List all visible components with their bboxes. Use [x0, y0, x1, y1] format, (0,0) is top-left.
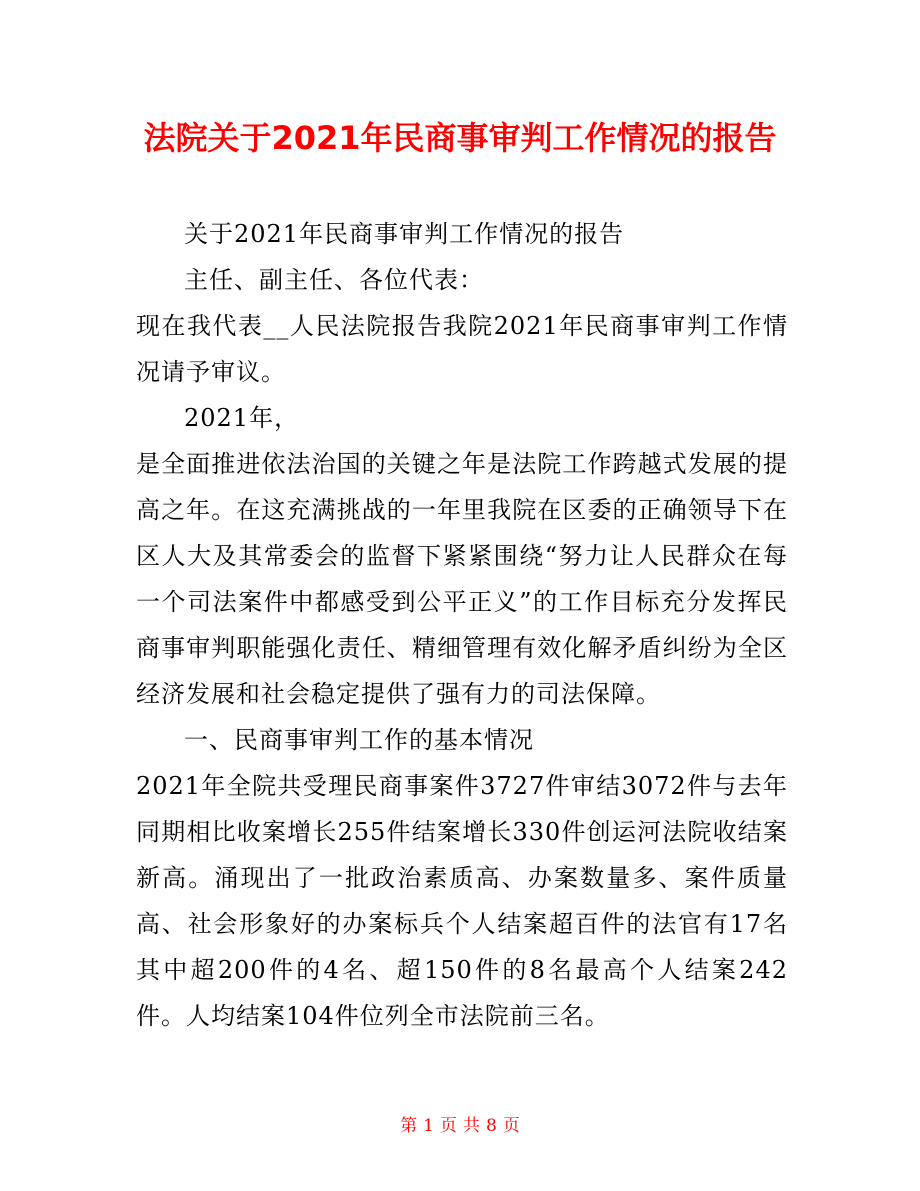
footer-total-unit: 页 — [502, 1116, 520, 1136]
footer-page-unit: 页 — [440, 1116, 457, 1136]
footer-page-label: 第 — [400, 1116, 418, 1136]
document-body — [136, 211, 788, 1039]
footer-current-page: 1 — [423, 1116, 434, 1136]
paragraph-intro: 现在我代表__人民法院报告我院2021年民商事审判工作情况请予审议。 — [136, 312, 788, 386]
paragraph-overview: 是全面推进依法治国的关键之年是法院工作跨越式发展的提高之年。在这充满挑战的一年里我院在区委的正确领导下在区人大及其常委会的监督下紧紧围绕“努力让人民群众在每一个司法案件中都感受到公平正义”的工作目标充分发挥民商事审判职能强化责任、精细管理有效化解矛盾纠纷为全区经济发展和社会稳定提供了强有力的司法保障。 — [136, 450, 788, 708]
paragraph-salutation: 主任、副主任、各位代表： — [184, 266, 484, 294]
paragraph-subtitle: 关于2021年民商事审判工作情况的报告 — [184, 220, 625, 248]
footer-total-pages: 8 — [486, 1116, 497, 1136]
footer-total-label: 共 — [463, 1116, 480, 1136]
paragraph-statistics: 2021年全院共受理民商事案件3727件审结3072件与去年同期相比收案增长255件结案增长330件创运河法院收结案新高。涌现出了一批政治素质高、办案数量多、案件质量高、社会形象好的办案标兵个人结案超百件的法官有17名其中超200件的4名、超150件的8名最高个人结案242件。人均结案104件位列全市法院前三名。 — [136, 772, 788, 1030]
section-heading-basic-situation: 一、民商事审判工作的基本情况 — [184, 726, 534, 754]
paragraph-year: 2021年， — [184, 404, 300, 432]
document-title: 法院关于2021年民商事审判工作情况的报告 — [143, 119, 777, 157]
page-footer — [0, 1113, 920, 1139]
